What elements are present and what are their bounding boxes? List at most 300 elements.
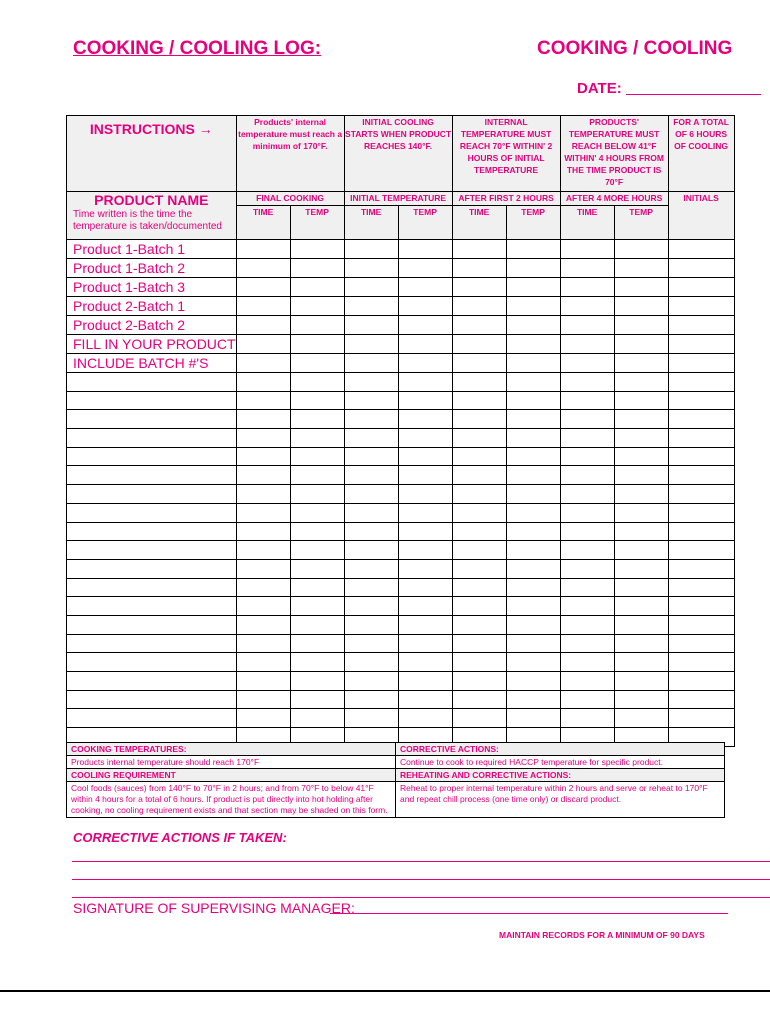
table-row [67, 373, 735, 392]
time-cell[interactable] [344, 410, 398, 429]
initials-cell[interactable] [668, 672, 734, 691]
temp-cell[interactable] [614, 373, 668, 392]
temp-cell[interactable] [614, 597, 668, 616]
time-cell[interactable] [344, 541, 398, 560]
product-name-cell[interactable]: Product 1-Batch 1 [67, 240, 237, 259]
time-cell[interactable] [452, 373, 506, 392]
time-cell[interactable] [344, 597, 398, 616]
temp-cell[interactable] [290, 597, 344, 616]
table-row [67, 335, 735, 354]
time-cell[interactable] [344, 373, 398, 392]
initials-cell[interactable] [668, 690, 734, 709]
table-row [67, 709, 735, 728]
table-row [67, 522, 735, 541]
time-cell[interactable] [236, 391, 290, 410]
time-cell[interactable] [560, 429, 614, 448]
time-cell[interactable] [560, 373, 614, 392]
product-name-cell[interactable] [67, 522, 237, 541]
time-cell[interactable] [452, 634, 506, 653]
time-cell[interactable] [452, 503, 506, 522]
corrective-label: CORRECTIVE ACTIONS: [396, 743, 724, 755]
time-cell[interactable] [560, 447, 614, 466]
time-cell[interactable] [560, 559, 614, 578]
initials-cell[interactable] [668, 259, 734, 278]
initials-cell[interactable] [668, 278, 734, 297]
time-cell[interactable] [236, 653, 290, 672]
time-cell[interactable] [452, 316, 506, 335]
time-cell[interactable] [236, 597, 290, 616]
time-cell[interactable] [452, 354, 506, 373]
temp-cell[interactable] [398, 597, 452, 616]
initials-cell[interactable] [668, 429, 734, 448]
reheating-label: REHEATING AND CORRECTIVE ACTIONS: [396, 769, 724, 781]
temp-cell[interactable] [506, 335, 560, 354]
time-cell[interactable] [236, 672, 290, 691]
table-row [67, 316, 735, 335]
product-name-cell[interactable] [67, 373, 237, 392]
temp-cell[interactable] [398, 240, 452, 259]
initials-cell[interactable] [668, 373, 734, 392]
product-name-cell[interactable] [67, 466, 237, 485]
time-cell[interactable] [560, 672, 614, 691]
temp-cell[interactable] [398, 578, 452, 597]
time-cell[interactable] [344, 466, 398, 485]
temp-cell[interactable] [506, 410, 560, 429]
temp-cell[interactable] [398, 278, 452, 297]
time-cell[interactable] [452, 672, 506, 691]
product-name-cell[interactable] [67, 690, 237, 709]
initials-cell[interactable] [668, 541, 734, 560]
temp-cell[interactable] [614, 429, 668, 448]
temp-cell[interactable] [290, 335, 344, 354]
temp-cell[interactable] [398, 541, 452, 560]
time-header: TIME [236, 206, 290, 240]
time-cell[interactable] [236, 240, 290, 259]
table-row [67, 259, 735, 278]
temp-cell[interactable] [398, 429, 452, 448]
time-cell[interactable] [452, 429, 506, 448]
time-cell[interactable] [344, 297, 398, 316]
temp-cell[interactable] [398, 485, 452, 504]
time-cell[interactable] [344, 316, 398, 335]
temp-cell[interactable] [614, 522, 668, 541]
product-name-cell[interactable] [67, 578, 237, 597]
time-cell[interactable] [236, 259, 290, 278]
temp-cell[interactable] [290, 559, 344, 578]
instr-initial-cooling: INITIAL COOLING STARTS WHEN PRODUCT REACHES 140°F. [344, 116, 452, 192]
product-name-cell[interactable] [67, 391, 237, 410]
time-cell[interactable] [560, 466, 614, 485]
time-cell[interactable] [236, 354, 290, 373]
time-cell[interactable] [236, 278, 290, 297]
temp-cell[interactable] [614, 709, 668, 728]
time-cell[interactable] [344, 429, 398, 448]
temp-cell[interactable] [398, 634, 452, 653]
initials-cell[interactable] [668, 709, 734, 728]
temp-cell[interactable] [398, 615, 452, 634]
temp-cell[interactable] [506, 259, 560, 278]
temp-cell[interactable] [290, 709, 344, 728]
time-cell[interactable] [452, 240, 506, 259]
time-cell[interactable] [452, 466, 506, 485]
time-cell[interactable] [452, 391, 506, 410]
time-cell[interactable] [344, 522, 398, 541]
time-cell[interactable] [560, 278, 614, 297]
temp-cell[interactable] [506, 634, 560, 653]
time-cell[interactable] [236, 522, 290, 541]
time-cell[interactable] [236, 447, 290, 466]
temp-cell[interactable] [614, 316, 668, 335]
temp-cell[interactable] [506, 391, 560, 410]
time-cell[interactable] [236, 634, 290, 653]
product-name-cell[interactable] [67, 597, 237, 616]
initials-cell[interactable] [668, 503, 734, 522]
date-field[interactable] [626, 94, 761, 95]
initials-cell[interactable] [668, 391, 734, 410]
temp-cell[interactable] [290, 297, 344, 316]
initials-cell[interactable] [668, 615, 734, 634]
product-note: Time written is the time the temperature is taken/documented [73, 209, 222, 232]
initials-cell[interactable] [668, 634, 734, 653]
temp-cell[interactable] [290, 429, 344, 448]
time-cell[interactable] [452, 597, 506, 616]
group-final-cooking: FINAL COOKING [236, 192, 344, 206]
product-name-cell[interactable]: Product 1-Batch 3 [67, 278, 237, 297]
temp-cell[interactable] [290, 485, 344, 504]
signature-field[interactable] [330, 913, 728, 914]
product-name-cell[interactable] [67, 559, 237, 578]
time-cell[interactable] [452, 653, 506, 672]
product-name-cell[interactable]: Product 1-Batch 2 [67, 259, 237, 278]
temp-cell[interactable] [398, 653, 452, 672]
temp-cell[interactable] [614, 466, 668, 485]
time-cell[interactable] [236, 466, 290, 485]
temp-cell[interactable] [398, 259, 452, 278]
product-name-cell[interactable] [67, 615, 237, 634]
temp-cell[interactable] [506, 653, 560, 672]
temp-cell[interactable] [290, 447, 344, 466]
time-cell[interactable] [344, 559, 398, 578]
product-name-cell[interactable] [67, 429, 237, 448]
temp-cell[interactable] [506, 240, 560, 259]
time-cell[interactable] [236, 335, 290, 354]
time-cell[interactable] [236, 503, 290, 522]
temp-cell[interactable] [290, 410, 344, 429]
temp-cell[interactable] [506, 278, 560, 297]
time-cell[interactable] [344, 278, 398, 297]
time-cell[interactable] [344, 653, 398, 672]
initials-cell[interactable] [668, 653, 734, 672]
time-cell[interactable] [560, 709, 614, 728]
temp-cell[interactable] [506, 690, 560, 709]
time-cell[interactable] [560, 522, 614, 541]
time-cell[interactable] [344, 503, 398, 522]
time-cell[interactable] [452, 485, 506, 504]
product-name-label: PRODUCT NAME [94, 192, 209, 208]
instr-total: FOR A TOTAL OF 6 HOURS OF COOLING [668, 116, 734, 192]
temp-cell[interactable] [290, 522, 344, 541]
time-cell[interactable] [560, 690, 614, 709]
time-cell[interactable] [344, 634, 398, 653]
table-row [67, 297, 735, 316]
temp-cell[interactable] [290, 391, 344, 410]
temp-cell[interactable] [614, 541, 668, 560]
product-name-cell[interactable] [67, 541, 237, 560]
temp-header: TEMP [614, 206, 668, 240]
temp-cell[interactable] [614, 259, 668, 278]
time-cell[interactable] [452, 559, 506, 578]
temp-cell[interactable] [290, 373, 344, 392]
corrective-actions-taken-label: CORRECTIVE ACTIONS IF TAKEN: [73, 830, 287, 845]
time-cell[interactable] [560, 503, 614, 522]
cooling-req-text: Cool foods (sauces) from 140°F to 70°F in 2 hours; and from 70°F to below 41°F within 4 hours for a total of 6 hours. If product is put directly into hot holding after cooking, no cooling requirement exists and that section may be shaded on this form. [67, 782, 396, 817]
product-name-cell[interactable] [67, 672, 237, 691]
temp-cell[interactable] [398, 335, 452, 354]
cooling-req-label: COOLING REQUIREMENT [67, 769, 396, 781]
temp-cell[interactable] [398, 297, 452, 316]
time-cell[interactable] [236, 541, 290, 560]
time-cell[interactable] [344, 447, 398, 466]
initials-cell[interactable] [668, 410, 734, 429]
time-cell[interactable] [452, 447, 506, 466]
temp-cell[interactable] [398, 447, 452, 466]
time-cell[interactable] [452, 410, 506, 429]
product-name-cell[interactable] [67, 709, 237, 728]
temp-cell[interactable] [290, 259, 344, 278]
initials-cell[interactable] [668, 578, 734, 597]
initials-cell[interactable] [668, 447, 734, 466]
temp-cell[interactable] [398, 391, 452, 410]
time-cell[interactable] [560, 297, 614, 316]
temp-cell[interactable] [398, 503, 452, 522]
temp-cell[interactable] [398, 316, 452, 335]
time-cell[interactable] [344, 709, 398, 728]
initials-cell[interactable] [668, 559, 734, 578]
time-cell[interactable] [452, 690, 506, 709]
temp-cell[interactable] [614, 278, 668, 297]
temp-cell[interactable] [290, 354, 344, 373]
product-name-cell[interactable]: FILL IN YOUR PRODUCT [67, 335, 237, 354]
temp-cell[interactable] [290, 240, 344, 259]
time-cell[interactable] [560, 541, 614, 560]
temp-cell[interactable] [614, 503, 668, 522]
time-cell[interactable] [344, 259, 398, 278]
temp-cell[interactable] [398, 522, 452, 541]
temp-cell[interactable] [506, 615, 560, 634]
temp-cell[interactable] [614, 485, 668, 504]
time-cell[interactable] [344, 391, 398, 410]
table-row [67, 240, 735, 259]
date-label: DATE: [577, 80, 622, 97]
time-cell[interactable] [344, 354, 398, 373]
time-cell[interactable] [560, 597, 614, 616]
instr-four-hours: PRODUCTS' TEMPERATURE MUST REACH BELOW 41°F WITHIN' 4 HOURS FROM THE TIME PRODUCT IS 70°F [560, 116, 668, 192]
temp-cell[interactable] [290, 278, 344, 297]
time-cell[interactable] [452, 522, 506, 541]
temp-cell[interactable] [506, 522, 560, 541]
initials-cell[interactable] [668, 522, 734, 541]
initials-cell[interactable] [668, 485, 734, 504]
product-name-cell[interactable] [67, 410, 237, 429]
temp-cell[interactable] [398, 410, 452, 429]
time-cell[interactable] [344, 672, 398, 691]
temp-cell[interactable] [506, 578, 560, 597]
time-cell[interactable] [452, 578, 506, 597]
time-cell[interactable] [452, 541, 506, 560]
temp-cell[interactable] [506, 373, 560, 392]
initials-cell[interactable] [668, 316, 734, 335]
time-cell[interactable] [452, 709, 506, 728]
time-cell[interactable] [560, 259, 614, 278]
time-cell[interactable] [452, 615, 506, 634]
time-cell[interactable] [560, 578, 614, 597]
time-cell[interactable] [452, 335, 506, 354]
temp-cell[interactable] [290, 503, 344, 522]
instr-two-hours: INTERNAL TEMPERATURE MUST REACH 70°F WITHIN' 2 HOURS OF INITIAL TEMPERATURE [452, 116, 560, 192]
time-cell[interactable] [560, 240, 614, 259]
temp-cell[interactable] [614, 559, 668, 578]
temp-cell[interactable] [614, 653, 668, 672]
log-title: COOKING / COOLING LOG: [73, 38, 322, 59]
time-cell[interactable] [236, 373, 290, 392]
product-name-cell[interactable]: INCLUDE BATCH #'S [67, 354, 237, 373]
temp-cell[interactable] [398, 373, 452, 392]
temp-cell[interactable] [506, 672, 560, 691]
temp-cell[interactable] [614, 634, 668, 653]
corrective-line-3[interactable] [72, 897, 770, 898]
temp-cell[interactable] [290, 466, 344, 485]
temp-cell[interactable] [614, 410, 668, 429]
table-row [67, 559, 735, 578]
time-cell[interactable] [560, 316, 614, 335]
temp-cell[interactable] [290, 578, 344, 597]
temp-cell[interactable] [506, 709, 560, 728]
temp-cell[interactable] [398, 709, 452, 728]
group-initial-temperature: INITIAL TEMPERATURE [344, 192, 452, 206]
temp-cell[interactable] [506, 466, 560, 485]
temp-cell[interactable] [614, 447, 668, 466]
temp-cell[interactable] [506, 447, 560, 466]
corrective-line-1[interactable] [72, 861, 770, 862]
temp-cell[interactable] [506, 597, 560, 616]
product-name-cell[interactable] [67, 634, 237, 653]
time-cell[interactable] [560, 410, 614, 429]
table-row [67, 466, 735, 485]
temp-cell[interactable] [614, 690, 668, 709]
time-cell[interactable] [236, 690, 290, 709]
time-cell[interactable] [344, 690, 398, 709]
temp-cell[interactable] [614, 297, 668, 316]
temp-cell[interactable] [290, 541, 344, 560]
time-cell[interactable] [236, 709, 290, 728]
product-name-cell[interactable] [67, 447, 237, 466]
temp-cell[interactable] [614, 578, 668, 597]
time-cell[interactable] [344, 335, 398, 354]
time-cell[interactable] [560, 391, 614, 410]
time-cell[interactable] [236, 578, 290, 597]
temp-cell[interactable] [614, 354, 668, 373]
temp-cell[interactable] [506, 354, 560, 373]
initials-cell[interactable] [668, 466, 734, 485]
temp-cell[interactable] [614, 335, 668, 354]
initials-cell[interactable] [668, 597, 734, 616]
temp-cell[interactable] [614, 615, 668, 634]
time-cell[interactable] [560, 354, 614, 373]
time-cell[interactable] [236, 410, 290, 429]
table-row [67, 354, 735, 373]
temp-cell[interactable] [290, 690, 344, 709]
temp-cell[interactable] [614, 240, 668, 259]
time-cell[interactable] [560, 335, 614, 354]
temp-cell[interactable] [506, 541, 560, 560]
time-cell[interactable] [560, 653, 614, 672]
temp-cell[interactable] [290, 615, 344, 634]
temp-cell[interactable] [506, 559, 560, 578]
temp-cell[interactable] [398, 354, 452, 373]
temp-cell[interactable] [290, 634, 344, 653]
initials-cell[interactable] [668, 297, 734, 316]
temp-cell[interactable] [614, 391, 668, 410]
temp-cell[interactable] [614, 672, 668, 691]
temp-cell[interactable] [398, 466, 452, 485]
initials-cell[interactable] [668, 354, 734, 373]
temp-cell[interactable] [506, 429, 560, 448]
reference-box [66, 742, 725, 818]
temp-cell[interactable] [290, 672, 344, 691]
time-cell[interactable] [452, 259, 506, 278]
product-name-cell[interactable]: Product 2-Batch 2 [67, 316, 237, 335]
time-cell[interactable] [344, 615, 398, 634]
temp-cell[interactable] [398, 672, 452, 691]
temp-cell[interactable] [506, 503, 560, 522]
time-cell[interactable] [344, 578, 398, 597]
corrective-line-2[interactable] [72, 879, 770, 880]
initials-header: INITIALS [668, 192, 734, 240]
time-cell[interactable] [236, 485, 290, 504]
time-cell[interactable] [560, 485, 614, 504]
temp-cell[interactable] [506, 485, 560, 504]
time-cell[interactable] [236, 297, 290, 316]
table-row [67, 410, 735, 429]
time-cell[interactable] [344, 485, 398, 504]
table-row [67, 485, 735, 504]
temp-cell[interactable] [506, 316, 560, 335]
temp-cell[interactable] [506, 297, 560, 316]
time-cell[interactable] [236, 559, 290, 578]
table-row [67, 634, 735, 653]
temp-cell[interactable] [290, 653, 344, 672]
product-name-cell[interactable] [67, 485, 237, 504]
table-row [67, 690, 735, 709]
time-cell[interactable] [236, 429, 290, 448]
product-name-cell[interactable] [67, 503, 237, 522]
temp-cell[interactable] [398, 559, 452, 578]
product-name-cell[interactable]: Product 2-Batch 1 [67, 297, 237, 316]
table-row [67, 447, 735, 466]
time-cell[interactable] [236, 316, 290, 335]
time-cell[interactable] [452, 278, 506, 297]
time-cell[interactable] [560, 634, 614, 653]
initials-cell[interactable] [668, 240, 734, 259]
temp-cell[interactable] [290, 316, 344, 335]
temp-cell[interactable] [398, 690, 452, 709]
time-cell[interactable] [452, 297, 506, 316]
time-cell[interactable] [236, 615, 290, 634]
time-cell[interactable] [560, 615, 614, 634]
initials-cell[interactable] [668, 335, 734, 354]
product-name-cell[interactable] [67, 653, 237, 672]
time-cell[interactable] [344, 240, 398, 259]
